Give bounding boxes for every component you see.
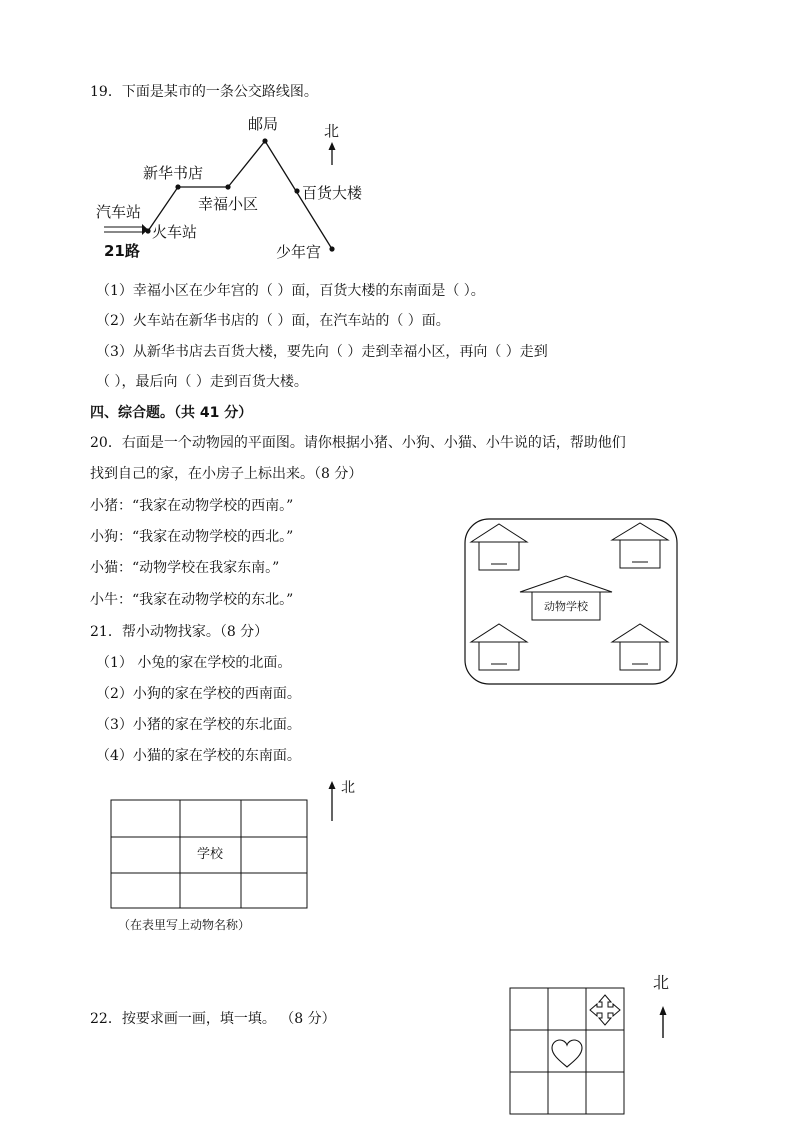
q20-quote-cow: 小牛：“我家在动物学校的东北。” bbox=[90, 592, 294, 608]
zoo-plan bbox=[464, 518, 679, 686]
bus-route-map bbox=[90, 110, 390, 270]
move-arrows-icon bbox=[590, 995, 620, 1025]
house-northeast[interactable] bbox=[612, 523, 668, 568]
school-grid bbox=[110, 776, 360, 936]
q20-quote-cat: 小猫：“动物学校在我家东南。” bbox=[90, 560, 280, 576]
north-arrow-icon bbox=[329, 142, 336, 150]
q19-line-4: （ ），最后向（ ）走到百货大楼。 bbox=[96, 374, 308, 390]
q22-title: 22．按要求画一画，填一填。 （8 分） bbox=[90, 1011, 336, 1027]
q20-line-1: 20．右面是一个动物园的平面图。请你根据小猪、小狗、小猫、小牛说的话，帮助他们 bbox=[90, 435, 626, 451]
stop-train-station: 火车站 bbox=[152, 223, 198, 241]
q19-line-1: （1）幸福小区在少年宫的（ ）面，百货大楼的东南面是（ ）。 bbox=[96, 283, 485, 299]
stop-youth-palace: 少年宫 bbox=[276, 243, 322, 261]
stop-department-store: 百货大楼 bbox=[302, 184, 363, 202]
north-label: 北 bbox=[324, 122, 340, 140]
q19-line-2: （2）火车站在新华书店的（ ）面，在汽车站的（ ）面。 bbox=[96, 313, 450, 329]
q20-quote-pig: 小猪：“我家在动物学校的西南。” bbox=[90, 498, 294, 514]
q19-title: 19．下面是某市的一条公交路线图。 bbox=[90, 84, 318, 100]
grid-caption: （在表里写上动物名称） bbox=[118, 918, 251, 932]
q20-quote-dog: 小狗：“我家在动物学校的西北。” bbox=[90, 529, 294, 545]
grid-cell-school: 学校 bbox=[196, 847, 224, 862]
house-northwest[interactable] bbox=[471, 524, 527, 570]
q20-line-2: 找到自己的家，在小房子上标出来。（8 分） bbox=[90, 466, 363, 482]
stop-post-office: 邮局 bbox=[248, 115, 279, 133]
north-label: 北 bbox=[653, 973, 670, 992]
q21-item-3: （3）小猪的家在学校的东北面。 bbox=[96, 717, 301, 733]
q19-line-3: （3）从新华书店去百货大楼，要先向（ ）走到幸福小区，再向（ ）走到 bbox=[96, 344, 548, 360]
north-arrow-icon bbox=[329, 781, 336, 789]
drawing-grid bbox=[508, 966, 688, 1118]
stop-bus-station: 汽车站 bbox=[96, 203, 142, 221]
svg-text:动物学校: 动物学校 bbox=[544, 600, 588, 613]
heart-icon bbox=[552, 1040, 582, 1067]
stop-xingfu-community: 幸福小区 bbox=[198, 195, 259, 213]
north-label: 北 bbox=[341, 780, 355, 796]
q21-item-1: （1） 小兔的家在学校的北面。 bbox=[96, 655, 292, 671]
q21-item-2: （2）小狗的家在学校的西南面。 bbox=[96, 686, 301, 702]
stop-xinhua-bookstore: 新华书店 bbox=[143, 164, 204, 182]
north-arrow-icon bbox=[660, 1006, 667, 1015]
house-southwest[interactable] bbox=[471, 624, 527, 670]
section-heading: 四、综合题。（共 41 分） bbox=[90, 405, 253, 421]
animal-school bbox=[520, 576, 612, 620]
route-label: 21路 bbox=[104, 242, 140, 260]
house-southeast[interactable] bbox=[612, 624, 668, 670]
q21-title: 21．帮小动物找家。（8 分） bbox=[90, 624, 269, 640]
q21-item-4: （4）小猫的家在学校的东南面。 bbox=[96, 748, 301, 764]
